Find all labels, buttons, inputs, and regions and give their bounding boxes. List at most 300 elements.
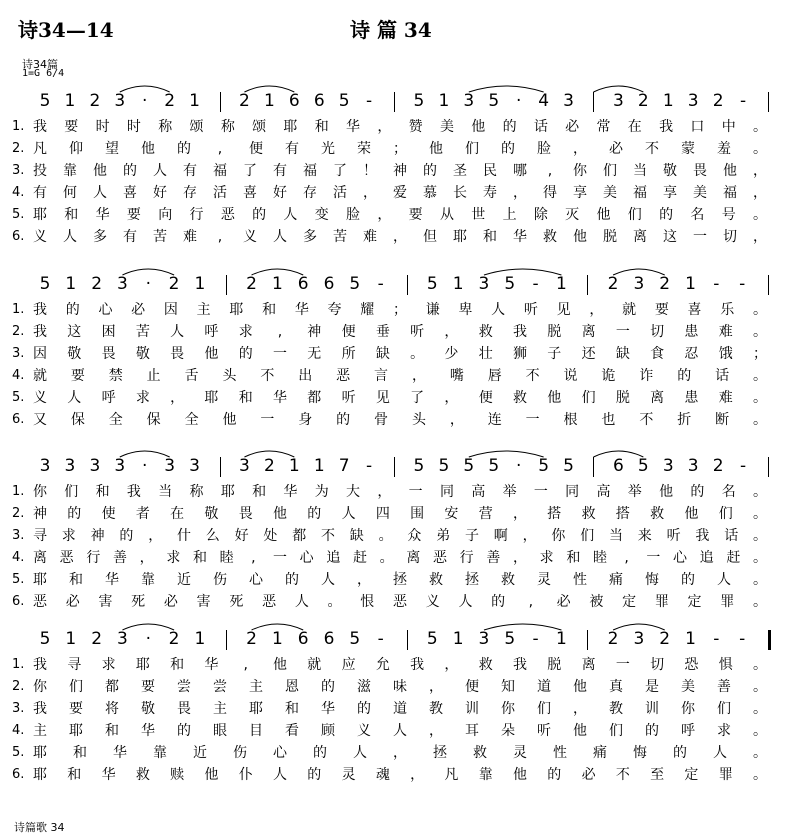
lyric-char: ， xyxy=(444,324,459,340)
lyric-char: 好 xyxy=(153,185,167,201)
note: 2 xyxy=(91,274,103,294)
dash-mark: - xyxy=(713,629,720,649)
lyric-char: 的 xyxy=(123,163,137,179)
lyric-char: 必 xyxy=(163,594,178,610)
lyric-char: 称 xyxy=(220,119,235,135)
lyric-char: 就 xyxy=(33,368,47,384)
lyric-char: 享 xyxy=(573,185,587,201)
lyric-char: 多 xyxy=(93,229,107,245)
lyric-char: 靠 xyxy=(478,767,493,783)
lyric-char: 求 xyxy=(238,324,253,340)
lyric-char: 民 xyxy=(483,163,497,179)
lyric-char: 他 xyxy=(273,506,287,522)
verse-number: 1. xyxy=(12,119,25,134)
lyric-char: 他 xyxy=(204,767,219,783)
lyric-char: 善 xyxy=(717,679,731,695)
lyric-char: 舌 xyxy=(184,368,199,384)
lyric-char: ， xyxy=(363,185,377,201)
lyric-char: 要 xyxy=(654,302,669,318)
lyric-char: 不 xyxy=(321,528,335,544)
lyric-char: 被 xyxy=(589,594,604,610)
lyric-char: 和 xyxy=(314,119,329,135)
lyric-char: 一 xyxy=(615,657,630,673)
lyric-char: 必 xyxy=(609,141,623,157)
lyric-char: 福 xyxy=(723,185,737,201)
barline xyxy=(593,92,594,112)
notation-row xyxy=(0,273,787,297)
lyric-char: 这 xyxy=(663,229,677,245)
lyric-char: 人 xyxy=(67,390,82,406)
page-title: 诗 篇 34 xyxy=(350,18,432,42)
lyric-char: 要 xyxy=(64,119,79,135)
lyric-char: , xyxy=(528,594,534,610)
lyric-char: 。 xyxy=(410,346,425,362)
dot-mark: · xyxy=(142,91,148,111)
lyric-char: 寻 xyxy=(67,657,82,673)
lyric-char: 尝 xyxy=(177,679,191,695)
lyric-char: 行 xyxy=(459,550,474,566)
lyric-char: 教 xyxy=(429,701,443,717)
lyric-char: , xyxy=(547,163,553,179)
lyric-char: 。 xyxy=(327,594,342,610)
lyric-line xyxy=(0,503,787,525)
lyric-char: ， xyxy=(522,528,537,544)
lyric-char: 脱 xyxy=(547,324,562,340)
dot-mark: · xyxy=(145,629,151,649)
dash-mark: - xyxy=(739,274,746,294)
lyric-char: 就 xyxy=(622,302,637,318)
lyric-char: 名 xyxy=(721,484,736,500)
lyric-char: 拯 xyxy=(465,572,479,588)
lyric-char: 。 xyxy=(753,528,767,544)
lyric-char: 救 xyxy=(543,229,557,245)
lyric-char: 看 xyxy=(285,723,299,739)
lyric-char: 的 xyxy=(547,767,562,783)
lyric-char: 话 xyxy=(724,528,739,544)
lyric-char: 的 xyxy=(65,302,80,318)
lyric-char: 得 xyxy=(543,185,557,201)
note: 3 xyxy=(114,91,126,111)
note: 3 xyxy=(612,91,624,111)
lyric-char: 人 xyxy=(458,594,473,610)
lyric-char: 他 xyxy=(723,163,737,179)
lyric-char: 切 xyxy=(650,657,665,673)
lyric-char: 听 xyxy=(523,302,538,318)
note: 6 xyxy=(612,456,624,476)
lyric-char: 人 xyxy=(491,302,506,318)
note: 5 xyxy=(426,274,438,294)
lyric-char: 将 xyxy=(105,701,119,717)
lyric-char: 的 xyxy=(285,572,299,588)
lyric-char: 少 xyxy=(444,346,459,362)
lyric-char: 美 xyxy=(603,185,617,201)
lyric-char: 道 xyxy=(537,679,551,695)
lyric-char: 我 xyxy=(659,119,674,135)
lyric-char: 眼 xyxy=(213,723,227,739)
note: 3 xyxy=(189,456,200,476)
verse-number: 6. xyxy=(12,594,25,609)
dash-mark: - xyxy=(366,456,373,476)
final-barline xyxy=(768,630,771,650)
dot-mark: · xyxy=(142,456,148,476)
lyric-char: 求 xyxy=(135,390,150,406)
note: 3 xyxy=(478,274,490,294)
lyric-char: ！ xyxy=(363,163,377,179)
lyric-char: 。 xyxy=(753,506,767,522)
lyric-char: 饿 xyxy=(718,346,733,362)
lyric-char: 。 xyxy=(753,701,767,717)
lyric-char: 目 xyxy=(249,723,263,739)
lyric-char: 求 xyxy=(717,723,731,739)
lyric-char: 。 xyxy=(753,723,767,739)
note: 3 xyxy=(117,274,128,294)
note: 1 xyxy=(685,274,696,294)
lyric-char: 华 xyxy=(95,207,110,223)
lyric-char: 活 xyxy=(333,185,347,201)
note: 1 xyxy=(65,274,77,294)
lyric-char: 多 xyxy=(303,229,317,245)
verse-number: 1. xyxy=(12,302,25,317)
lyric-char: 。 xyxy=(753,484,767,500)
lyric-char: 说 xyxy=(563,368,578,384)
barline xyxy=(768,92,769,112)
lyric-char: 华 xyxy=(204,657,219,673)
note: 5 xyxy=(426,629,438,649)
lyric-char: 何 xyxy=(63,185,77,201)
lyric-char: 惧 xyxy=(718,657,733,673)
lyric-char: 。 xyxy=(753,119,767,135)
lyric-char: 。 xyxy=(379,550,394,566)
dash-mark: - xyxy=(366,91,373,111)
lyric-char: 的 xyxy=(252,207,267,223)
lyric-char: 蒙 xyxy=(681,141,695,157)
lyric-char: 们 xyxy=(64,484,79,500)
lyric-char: 的 xyxy=(681,572,695,588)
note: 1 xyxy=(556,629,567,649)
lyric-char: 睦 xyxy=(219,550,234,566)
lyric-char: , xyxy=(277,324,283,340)
lyric-char: 一 xyxy=(533,484,548,500)
lyric-char: 营 xyxy=(478,506,493,522)
lyric-char: 心 xyxy=(673,550,687,566)
verse-number: 1. xyxy=(12,657,25,672)
lyric-char: ， xyxy=(170,390,185,406)
lyric-char: 们 xyxy=(718,506,733,522)
lyric-char: 定 xyxy=(687,594,702,610)
lyric-char: 恶 xyxy=(220,207,235,223)
lyric-char: 恶 xyxy=(433,550,447,566)
lyric-char: 性 xyxy=(553,745,567,761)
lyric-char: 围 xyxy=(410,506,425,522)
lyric-char: 见 xyxy=(556,302,571,318)
lyric-char: 和 xyxy=(67,767,82,783)
lyric-char: 主 xyxy=(213,701,227,717)
verse-number: 6. xyxy=(12,412,25,427)
lyric-char: 和 xyxy=(105,723,119,739)
lyric-char: 言 xyxy=(374,368,389,384)
lyric-char: 一 xyxy=(525,412,540,428)
note: 5 xyxy=(488,91,500,111)
lyric-char: 一 xyxy=(273,550,287,566)
lyric-char: ； xyxy=(393,302,407,318)
lyric-char: 和 xyxy=(64,207,79,223)
lyric-char: 的 xyxy=(177,141,191,157)
note: 3 xyxy=(563,91,574,111)
lyric-char: 美 xyxy=(681,679,695,695)
notation-row xyxy=(0,90,787,114)
lyric-char: 心 xyxy=(98,302,113,318)
lyric-char: 要 xyxy=(69,701,83,717)
lyric-char: 我 xyxy=(33,119,47,135)
lyric-char: 他 xyxy=(273,657,287,673)
lyric-char: 尝 xyxy=(213,679,227,695)
lyric-line xyxy=(0,321,787,343)
lyric-char: 是 xyxy=(645,679,659,695)
lyric-char: 的 xyxy=(659,207,674,223)
lyric-char: 狮 xyxy=(513,346,527,362)
note: 2 xyxy=(712,91,724,111)
lyric-char: 的 xyxy=(307,506,322,522)
lyric-char: 我 xyxy=(33,302,47,318)
lyric-char: 啊 xyxy=(493,528,508,544)
lyric-char: ， xyxy=(753,163,767,179)
verse-number: 3. xyxy=(12,701,25,716)
lyric-char: 根 xyxy=(563,412,578,428)
lyric-char: 人 xyxy=(283,207,298,223)
lyric-char: 的 xyxy=(502,119,517,135)
lyric-char: 都 xyxy=(105,679,119,695)
lyric-char: 不 xyxy=(645,141,659,157)
lyric-char: 离 xyxy=(581,657,596,673)
note: 1 xyxy=(685,629,696,649)
verse-number: 4. xyxy=(12,368,25,383)
lyric-char: 他 xyxy=(659,484,674,500)
lyric-char: 味 xyxy=(393,679,407,695)
lyric-char: 救 xyxy=(478,657,493,673)
verse-number: 6. xyxy=(12,229,25,244)
lyric-char: 救 xyxy=(478,324,493,340)
lyric-char: 华 xyxy=(113,745,127,761)
lyric-char: 他 xyxy=(429,141,443,157)
lyric-char: 灵 xyxy=(513,745,527,761)
lyric-char: 众 xyxy=(407,528,422,544)
lyric-char: ， xyxy=(393,745,407,761)
lyric-char: 听 xyxy=(537,723,551,739)
lyric-char: 主 xyxy=(249,679,263,695)
note: 6 xyxy=(313,91,325,111)
lyric-char: 福 xyxy=(303,163,317,179)
lyric-char: 华 xyxy=(294,302,309,318)
lyric-char: 当 xyxy=(633,163,647,179)
note: 3 xyxy=(687,456,699,476)
note: 5 xyxy=(488,456,500,476)
lyric-char: 靠 xyxy=(63,163,77,179)
lyric-char: 恨 xyxy=(360,594,375,610)
lyric-char: 当 xyxy=(158,484,173,500)
lyric-char: 我 xyxy=(513,657,527,673)
lyric-line xyxy=(0,591,787,613)
lyric-char: 义 xyxy=(425,594,440,610)
lyric-char: 也 xyxy=(601,412,616,428)
lyric-char: 拯 xyxy=(433,745,447,761)
lyric-char: 赶 xyxy=(353,550,367,566)
lyric-char: 福 xyxy=(213,163,227,179)
verse-number: 4. xyxy=(12,550,25,565)
verse-number: 3. xyxy=(12,528,25,543)
lyric-char: 华 xyxy=(513,229,527,245)
lyric-char: 。 xyxy=(753,141,767,157)
verse-number: 3. xyxy=(12,346,25,361)
lyric-char: 夸 xyxy=(327,302,342,318)
lyric-char: 脱 xyxy=(615,390,630,406)
lyric-char: 真 xyxy=(609,679,623,695)
dot-mark: · xyxy=(515,91,522,111)
lyric-char: ， xyxy=(513,550,527,566)
lyric-char: 搭 xyxy=(615,506,630,522)
lyric-char: 。 xyxy=(753,572,767,588)
dash-mark: - xyxy=(532,274,539,294)
lyric-char: 训 xyxy=(645,701,659,717)
lyric-char: 赶 xyxy=(726,550,741,566)
lyric-char: 在 xyxy=(170,506,185,522)
lyric-char: 一 xyxy=(646,550,661,566)
lyric-char: 畏 xyxy=(170,346,185,362)
lyric-char: 活 xyxy=(213,185,227,201)
lyric-char: 救 xyxy=(581,506,596,522)
lyric-char: 了 xyxy=(410,390,425,406)
lyric-char: 义 xyxy=(33,390,47,406)
note: 2 xyxy=(637,91,649,111)
dash-mark: - xyxy=(713,274,720,294)
lyric-char: ， xyxy=(410,767,425,783)
lyric-char: 拯 xyxy=(393,572,407,588)
lyric-char: 人 xyxy=(273,229,287,245)
lyric-char: 和 xyxy=(566,550,581,566)
lyric-char: 脱 xyxy=(547,657,562,673)
lyric-char: 大 xyxy=(346,484,361,500)
lyric-char: 子 xyxy=(547,346,562,362)
lyric-char: 必 xyxy=(556,594,571,610)
lyric-char: 上 xyxy=(502,207,517,223)
lyric-char: 耶 xyxy=(453,229,467,245)
note: 6 xyxy=(297,274,309,294)
lyric-char: 。 xyxy=(753,657,767,673)
lyric-char: 神 xyxy=(33,506,47,522)
lyric-char: 死 xyxy=(229,594,244,610)
lyric-char: ， xyxy=(148,528,163,544)
lyric-char: 有 xyxy=(273,163,287,179)
lyric-char: 嘴 xyxy=(449,368,464,384)
note: 5 xyxy=(438,456,450,476)
note: 5 xyxy=(338,91,350,111)
lyric-char: 义 xyxy=(357,723,371,739)
lyric-char: 的 xyxy=(321,679,335,695)
lyric-line xyxy=(0,698,787,720)
lyric-char: 恩 xyxy=(285,679,299,695)
lyric-char: 知 xyxy=(501,679,515,695)
lyric-char: 人 xyxy=(294,594,309,610)
lyric-char: 人 xyxy=(713,745,727,761)
lyric-char: 离 xyxy=(406,550,421,566)
lyric-char: 呼 xyxy=(204,324,219,340)
lyric-char: 你 xyxy=(573,163,587,179)
lyric-char: 存 xyxy=(303,185,317,201)
barline xyxy=(768,275,769,295)
note: 2 xyxy=(246,629,257,649)
lyric-char: 他 xyxy=(93,163,107,179)
lyric-char: 连 xyxy=(487,412,502,428)
note: 3 xyxy=(64,456,76,476)
lyric-line xyxy=(0,226,787,248)
note: 3 xyxy=(117,629,128,649)
page-header-left: 诗34—14 xyxy=(18,18,114,42)
barline xyxy=(593,457,594,477)
lyric-char: 求 xyxy=(61,528,76,544)
lyric-line xyxy=(0,204,787,226)
note: 5 xyxy=(637,456,649,476)
lyric-char: ； xyxy=(393,141,407,157)
lyric-char: 耶 xyxy=(33,745,47,761)
lyric-char: 们 xyxy=(580,528,595,544)
lyric-char: 美 xyxy=(439,119,454,135)
note: 5 xyxy=(538,456,550,476)
lyric-char: 的 xyxy=(307,767,322,783)
lyric-char: 的 xyxy=(238,346,253,362)
lyric-char: 荣 xyxy=(357,141,371,157)
lyric-char: 好 xyxy=(234,528,249,544)
lyric-char: 和 xyxy=(285,701,299,717)
lyric-char: ， xyxy=(377,119,392,135)
lyric-char: 举 xyxy=(627,484,642,500)
lyric-char: 耶 xyxy=(204,390,219,406)
lyric-char: 但 xyxy=(423,229,437,245)
lyric-char: 高 xyxy=(471,484,486,500)
lyric-char: 子 xyxy=(465,528,479,544)
lyric-char: 全 xyxy=(184,412,199,428)
lyric-char: 谦 xyxy=(425,302,440,318)
verse-number: 3. xyxy=(12,163,25,178)
note: 1 xyxy=(194,629,206,649)
lyric-char: 的 xyxy=(677,368,692,384)
note: 1 xyxy=(556,274,567,294)
lyric-char: 恶 xyxy=(33,594,47,610)
dash-mark: - xyxy=(739,456,747,476)
lyric-char: 寿 xyxy=(483,185,497,201)
note: 2 xyxy=(659,274,671,294)
note: 7 xyxy=(338,456,350,476)
lyric-char: 敬 xyxy=(67,346,82,362)
lyric-char: 定 xyxy=(684,767,699,783)
lyric-char: 的 xyxy=(177,723,191,739)
lyric-char: 和 xyxy=(238,390,253,406)
lyric-char: 恶 xyxy=(59,550,74,566)
lyric-char: 见 xyxy=(375,390,390,406)
lyric-char: 颂 xyxy=(252,119,267,135)
lyric-char: ， xyxy=(589,302,604,318)
lyric-char: 好 xyxy=(273,185,287,201)
lyric-char: 我 xyxy=(695,528,710,544)
lyric-char: 口 xyxy=(690,119,705,135)
note: 3 xyxy=(239,456,250,476)
lyric-char: 救 xyxy=(650,506,665,522)
note: 1 xyxy=(313,456,325,476)
lyric-char: 性 xyxy=(573,572,587,588)
lyric-char: 靠 xyxy=(141,572,155,588)
lyric-char: 什 xyxy=(177,528,191,544)
lyric-char: 畏 xyxy=(693,163,707,179)
lyric-char: 心 xyxy=(249,572,263,588)
lyric-char: 时 xyxy=(126,119,141,135)
